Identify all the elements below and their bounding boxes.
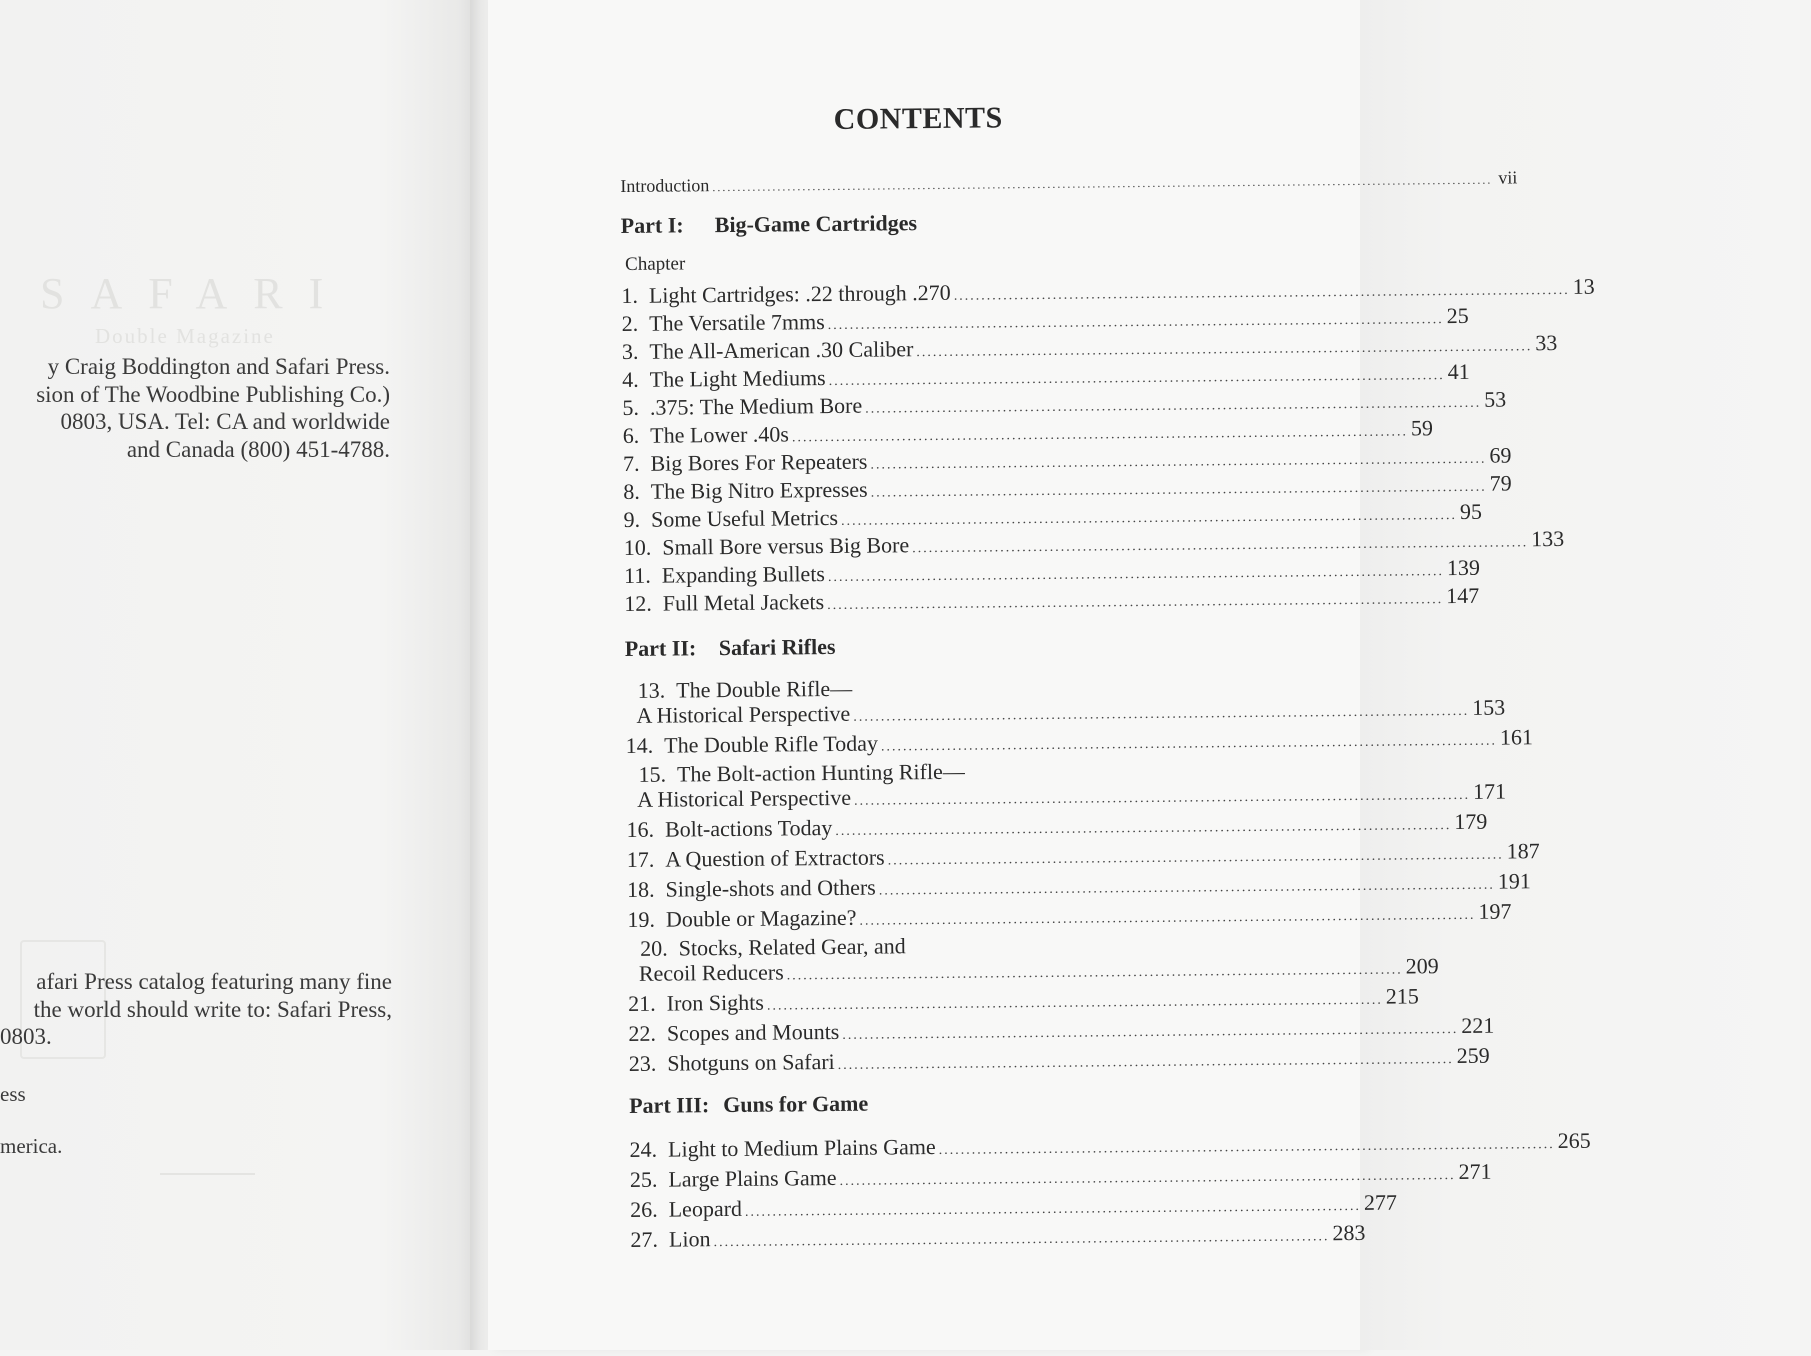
toc-page-number: 59	[1410, 415, 1434, 441]
toc-entry-title: The Double Rifle Today	[664, 730, 879, 758]
toc-entry-title: A Historical Perspective	[637, 784, 852, 812]
toc-page-number: 265	[1557, 1127, 1591, 1154]
dot-leader: ................................................................................................................	[835, 818, 1452, 839]
dot-leader: ................................................................................................................	[827, 312, 1444, 334]
chapter-number: 21.	[628, 990, 656, 1016]
dot-leader: ................................................................................................................	[766, 992, 1383, 1014]
toc-page-number: 271	[1458, 1158, 1492, 1184]
toc-page-number: 259	[1456, 1042, 1490, 1069]
contents-title: CONTENTS	[833, 101, 1003, 136]
toc-entry	[627, 898, 1512, 934]
dot-leader: ................................................................................................................	[827, 564, 1445, 586]
chapter-number: 27.	[630, 1226, 659, 1252]
toc-entry-title: The Big Nitro Expresses	[650, 476, 868, 504]
toc-entry	[628, 983, 1419, 1018]
chapter-number: 1.	[621, 282, 639, 308]
toc-entry	[628, 1012, 1495, 1048]
part-label: Part III:	[629, 1092, 710, 1118]
copyright-line: 0803, USA. Tel: CA and worldwide	[60, 409, 390, 434]
toc-page-number: 153	[1472, 694, 1506, 720]
dot-leader: ................................................................................................................	[870, 479, 1487, 501]
toc-entry	[625, 724, 1534, 760]
toc-entry-title: Expanding Bullets	[661, 561, 826, 588]
dot-leader: ................................................................................................................	[854, 787, 1471, 809]
show-through-text: Double Magazine	[95, 324, 275, 348]
toc-entry	[629, 1158, 1492, 1194]
toc-entry	[630, 1219, 1366, 1254]
dot-leader: ............................................................................................................................................................	[712, 172, 1493, 195]
toc-entry	[629, 1127, 1591, 1164]
chapter-number: 7.	[622, 450, 640, 476]
dot-leader: ................................................................................................................	[912, 535, 1529, 557]
toc-introduction	[620, 166, 1518, 200]
dot-leader: ................................................................................................................	[840, 507, 1458, 529]
toc-entry	[625, 694, 1506, 730]
catalog-line: afari Press catalog featuring many fine	[36, 969, 392, 994]
chapter-number: 26.	[630, 1196, 658, 1222]
toc-page-number: 33	[1535, 330, 1558, 356]
toc-entry	[626, 808, 1488, 844]
toc-entry	[626, 838, 1540, 874]
dot-leader: ................................................................................................................	[880, 733, 1498, 755]
toc-entry-title: Leopard	[668, 1195, 743, 1222]
chapter-number: 25.	[629, 1166, 658, 1192]
dot-leader: ................................................................................................................	[827, 592, 1444, 614]
dot-leader: ................................................................................................................	[853, 703, 1470, 725]
part-label: Part I:	[620, 212, 684, 238]
toc-entry-title: Lion	[668, 1226, 711, 1252]
toc-entry-title: Shotguns on Safari	[667, 1048, 835, 1076]
toc-page-number: 41	[1447, 358, 1470, 385]
dot-leader: ................................................................................................................	[713, 1229, 1330, 1251]
part-label: Part II:	[624, 635, 697, 661]
chapter-number: 5.	[622, 394, 640, 420]
dot-leader: ................................................................................................................	[859, 907, 1476, 929]
toc-page-number: 13	[1572, 273, 1595, 299]
publisher-fragment: ess	[0, 1082, 26, 1106]
chapter-column-label: Chapter	[624, 253, 686, 275]
chapter-number: 13.	[637, 677, 666, 703]
toc-entry-title: Introduction	[620, 175, 710, 196]
chapter-number: 24.	[629, 1136, 658, 1162]
toc-entry-title: Single-shots and Others	[665, 874, 876, 902]
toc-entry-title: Bolt-actions Today	[664, 814, 833, 842]
toc-entry-title: Small Bore versus Big Bore	[662, 532, 910, 560]
toc-entry-title: Double or Magazine?	[665, 904, 857, 932]
toc-entry-title: Iron Sights	[666, 989, 764, 1016]
chapter-number: 15.	[638, 761, 667, 787]
chapter-number: 4.	[622, 366, 639, 392]
toc-page-number: 25	[1446, 302, 1469, 329]
toc-page-number: 277	[1363, 1189, 1398, 1215]
toc-page-number: 179	[1454, 808, 1488, 835]
chapter-number: 16.	[626, 816, 655, 842]
toc-entry-title: Recoil Reducers	[638, 959, 784, 986]
toc-page-number: 191	[1497, 868, 1531, 894]
toc-page-number: 215	[1385, 983, 1419, 1009]
dot-leader: ................................................................................................................	[887, 847, 1504, 869]
dot-leader: ................................................................................................................	[791, 424, 1409, 446]
toc-page-number: 95	[1459, 498, 1483, 524]
toc-entry-title: The Light Mediums	[649, 365, 826, 392]
toc-entry-title-line: Stocks, Related Gear, and	[678, 933, 906, 961]
chapter-number: 6.	[622, 422, 640, 448]
toc-entry	[628, 953, 1439, 988]
toc-entry-title: The All-American .30 Caliber	[649, 336, 914, 364]
part-title: Safari Rifles	[718, 633, 836, 661]
dot-leader: ................................................................................................................	[786, 962, 1403, 984]
toc-page-number: 139	[1446, 554, 1481, 581]
chapter-number: 17.	[626, 846, 655, 872]
part-title: Guns for Game	[723, 1090, 869, 1118]
toc-entry	[630, 1189, 1398, 1224]
catalog-line: 0803.	[0, 1024, 52, 1049]
copyright-line: sion of The Woodbine Publishing Co.)	[36, 381, 390, 407]
dot-leader: ................................................................................................................	[916, 339, 1533, 361]
part-heading	[625, 634, 836, 662]
catalog-line: the world should write to: Safari Press,	[33, 996, 392, 1022]
toc-page-number: 161	[1499, 724, 1534, 750]
part-heading	[621, 210, 917, 239]
toc-entry-title: Large Plains Game	[668, 1164, 837, 1192]
copyright-line: y Craig Boddington and Safari Press.	[47, 354, 390, 379]
toc-entry-title-line: The Bolt-action Hunting Rifle—	[676, 758, 965, 787]
chapter-number: 14.	[625, 732, 654, 758]
toc-page-number: 187	[1506, 838, 1540, 864]
toc-entry-title: .375: The Medium Bore	[649, 392, 863, 420]
toc-page-number: 209	[1405, 953, 1439, 979]
chapter-number: 2.	[621, 310, 639, 336]
toc-entry-title: Full Metal Jackets	[662, 589, 825, 616]
toc-entry-title: Big Bores For Repeaters	[650, 448, 868, 476]
chapter-number: 20.	[640, 935, 668, 961]
toc-entry-title: Scopes and Mounts	[666, 1018, 840, 1046]
toc-page-number: 53	[1484, 386, 1507, 412]
chapter-number: 22.	[628, 1020, 657, 1046]
dot-leader: ................................................................................................................	[842, 1021, 1459, 1043]
dot-leader: ................................................................................................................	[938, 1137, 1555, 1158]
toc-page-number: 133	[1531, 525, 1565, 552]
chapter-number: 19.	[627, 906, 656, 932]
toc-entry-title: A Question of Extractors	[665, 844, 885, 872]
dot-leader: ................................................................................................................	[839, 1168, 1456, 1189]
chapter-number: 3.	[621, 338, 639, 364]
dot-leader: ................................................................................................................	[953, 282, 1570, 304]
toc-entry-title: Light Cartridges: .22 through .270	[648, 279, 951, 308]
toc-entry	[624, 582, 1480, 618]
dot-leader: ................................................................................................................	[837, 1052, 1454, 1073]
dot-leader: ................................................................................................................	[865, 395, 1482, 417]
chapter-number: 10.	[623, 534, 652, 560]
toc-page-number: 69	[1489, 442, 1512, 468]
toc-page-number: 283	[1332, 1219, 1366, 1246]
toc-entry	[628, 1042, 1490, 1078]
chapter-number: 9.	[623, 506, 641, 532]
dot-leader: ................................................................................................................	[828, 368, 1445, 390]
chapter-number: 18.	[626, 876, 655, 902]
toc-page-number: 197	[1478, 898, 1512, 924]
chapter-number: 11.	[623, 562, 651, 588]
chapter-number: 8.	[623, 478, 640, 504]
toc-entry-title: A Historical Perspective	[636, 700, 851, 728]
toc-page-number: vii	[1498, 167, 1518, 188]
toc-entry-title: Light to Medium Plains Game	[667, 1134, 936, 1162]
toc-entry	[626, 868, 1531, 904]
toc-entry-title-line: The Double Rifle—	[676, 675, 853, 703]
toc-entry	[626, 778, 1507, 814]
toc-page-number: 221	[1461, 1012, 1495, 1038]
chapter-number: 12.	[624, 590, 652, 616]
toc-entry-title: The Lower .40s	[650, 421, 790, 448]
chapter-number: 23.	[628, 1050, 657, 1076]
dot-leader: ................................................................................................................	[870, 451, 1487, 473]
toc-entry-title: Some Useful Metrics	[650, 504, 839, 532]
toc-page-number: 147	[1446, 582, 1480, 609]
dot-leader: ................................................................................................................	[744, 1198, 1362, 1220]
toc-page-number: 79	[1489, 470, 1512, 496]
part-heading	[629, 1091, 868, 1119]
part-title: Big-Game Cartridges	[714, 210, 918, 238]
copyright-line: and Canada (800) 451-4788.	[126, 436, 390, 462]
printed-in-fragment: merica.	[0, 1134, 63, 1158]
dot-leader: ................................................................................................................	[878, 877, 1495, 899]
toc-entry-title: The Versatile 7mms	[649, 309, 825, 336]
toc-page-number: 171	[1472, 778, 1507, 804]
show-through-text: SAFARI	[40, 269, 350, 318]
